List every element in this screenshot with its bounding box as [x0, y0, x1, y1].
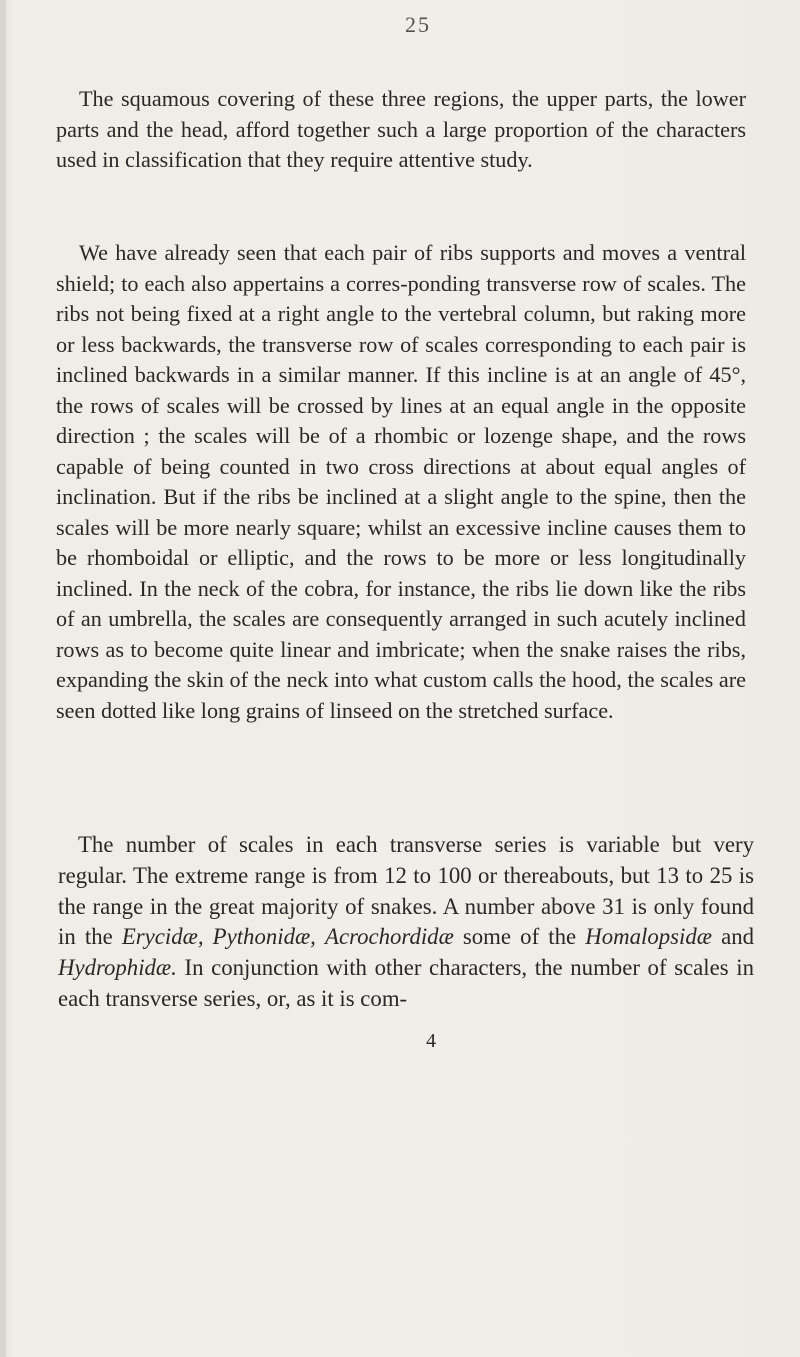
signature-mark: 4: [426, 1030, 436, 1052]
paragraph-text: In conjunction with other characters, the number of scales in each transverse series, or, as it is com-: [58, 955, 754, 1011]
paragraph-text: and: [711, 924, 755, 950]
separator: [316, 924, 325, 949]
taxon-name: Homalopsidæ: [585, 924, 712, 950]
page-number: 25: [405, 12, 431, 37]
separator: [204, 924, 213, 949]
paragraph-squamous-covering: The squamous covering of these three regions, the upper parts, the lower parts and the head, afford together such a large proportion of the characters used in classification that they require attentive study.: [56, 86, 746, 172]
paragraph-text: some of the: [453, 924, 586, 950]
page-edge-shadow: [0, 0, 6, 1357]
paragraph-scale-count: [58, 830, 754, 1015]
taxon-name: Erycidæ,: [121, 924, 204, 950]
taxon-name: Hydrophidæ.: [58, 955, 177, 981]
paragraph-ribs-and-scales: We have already seen that each pair of ribs supports and moves a ventral shield; to each also appertains a corres-ponding transverse row of scales. The ribs not being fixed at a right angle to the vertebral column, but raking more or less backwards, the transverse row of scales corresponding to each pair is inclined backwards in a similar manner. If this incline is at an angle of 45°, the rows of scales will be crossed by lines at an equal angle in the opposite direction ; the scales will be of a rhombic or lozenge shape, and the rows capable of being counted in two cross directions at about equal angles of inclination. But if the ribs be inclined at a slight angle to the spine, then the scales will be more nearly square; whilst an excessive incline causes them to be rhomboidal or elliptic, and the rows to be more or less longitudinally inclined. In the neck of the cobra, for instance, the ribs lie down like the ribs of an umbrella, the scales are consequently arranged in such acutely inclined rows as to become quite linear and imbricate; when the snake raises the ribs, expanding the skin of the neck into what custom calls the hood, the scales are seen dotted like long grains of linseed on the stretched surface.: [56, 240, 746, 723]
paragraph-text: The number of scales in each transverse series is variable but very regular. The extreme range is from 12 to 100 or thereabouts, but 13 to 25 is the range in the great majority of snakes. A number above 31 is only found in the: [58, 832, 754, 950]
taxon-name: Acrochordidæ: [325, 924, 454, 950]
taxon-name: Pythonidæ,: [212, 924, 316, 950]
